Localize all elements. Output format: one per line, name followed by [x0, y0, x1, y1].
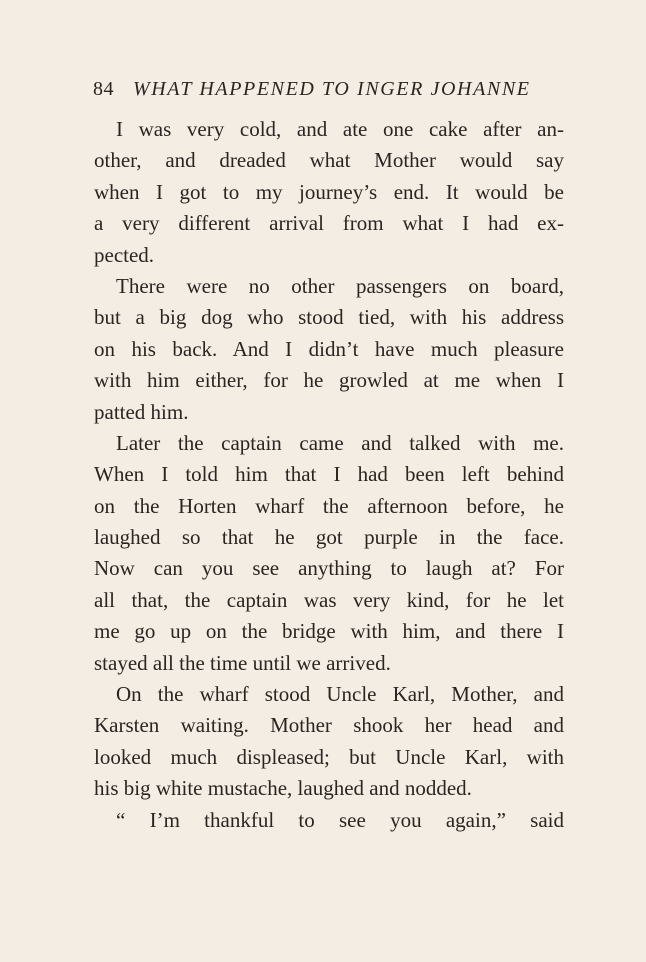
text-line: but a big dog who stood tied, with his address	[94, 305, 564, 330]
text-line: his big white mustache, laughed and nodded.	[94, 776, 472, 801]
text-line: all that, the captain was very kind, for he let	[94, 587, 564, 612]
text-line: with him either, for he growled at me when I	[94, 368, 564, 393]
running-head	[93, 76, 563, 102]
paragraph	[94, 679, 564, 805]
text-line: I was very cold, and ate one cake after an-	[116, 117, 564, 141]
text-line: On the wharf stood Uncle Karl, Mother, and	[116, 682, 564, 707]
text-line: “ I’m thankful to see you again,” said	[116, 807, 564, 832]
text-line: patted him.	[94, 399, 189, 424]
text-line: me go up on the bridge with him, and there I	[94, 619, 564, 644]
text-line: laughed so that he got purple in the face.	[94, 525, 564, 550]
running-title: WHAT HAPPENED TO INGER JOHANNE	[133, 78, 531, 100]
text-line: When I told him that I had been left behind	[94, 462, 564, 487]
text-line: pected.	[94, 242, 155, 267]
paragraph	[94, 805, 564, 836]
page-number: 84	[93, 78, 114, 100]
text-line: on the Horten wharf the afternoon before, he	[94, 493, 564, 518]
paragraph	[94, 114, 564, 271]
text-line: Later the captain came and talked with me.	[116, 430, 564, 455]
text-line: other, and dreaded what Mother would say	[94, 148, 564, 173]
text-line: Now can you see anything to laugh at? For	[94, 556, 564, 581]
paragraph	[94, 428, 564, 679]
text-line: on his back. And I didn’t have much pleasure	[94, 336, 564, 361]
text-line: when I got to my journey’s end. It would be	[94, 179, 564, 204]
text-line: There were no other passengers on board,	[116, 273, 564, 298]
text-line: a very different arrival from what I had ex-	[94, 211, 564, 236]
paragraph	[94, 271, 564, 428]
text-line: stayed all the time until we arrived.	[94, 650, 391, 675]
body-text	[94, 114, 564, 836]
text-line: looked much displeased; but Uncle Karl, with	[94, 744, 564, 769]
text-line: Karsten waiting. Mother shook her head and	[94, 713, 564, 738]
